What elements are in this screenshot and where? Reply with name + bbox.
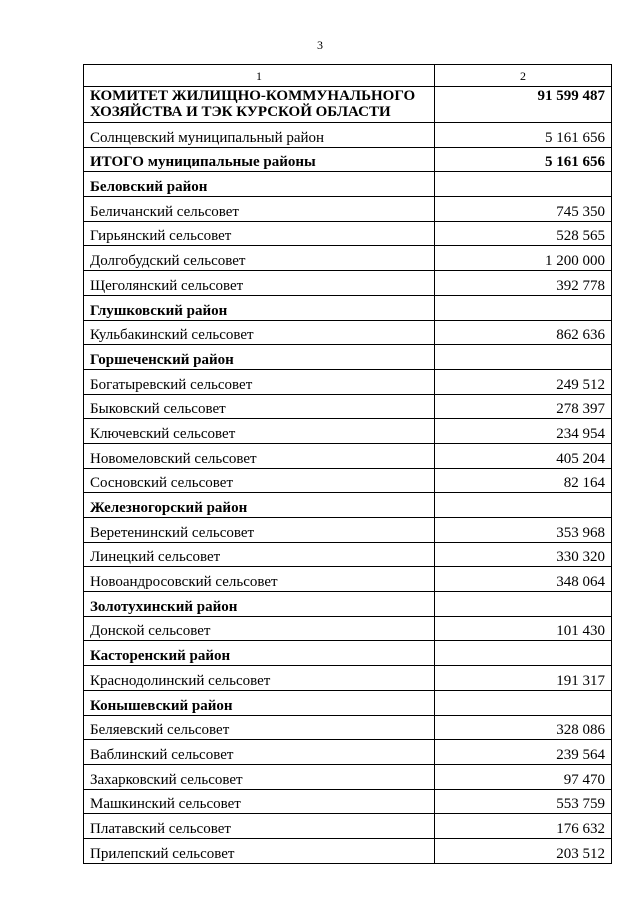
row-name-cell: Горшеченский район bbox=[84, 345, 435, 370]
row-value-cell: 191 317 bbox=[435, 666, 612, 691]
row-value-cell: 1 200 000 bbox=[435, 246, 612, 271]
row-value-cell: 101 430 bbox=[435, 616, 612, 641]
row-value-cell: 330 320 bbox=[435, 542, 612, 567]
row-name-cell: Машкинский сельсовет bbox=[84, 789, 435, 814]
row-name-cell: Новомеловский сельсовет bbox=[84, 443, 435, 468]
row-name-cell: Донской сельсовет bbox=[84, 616, 435, 641]
table-row bbox=[84, 394, 612, 419]
row-value-cell bbox=[435, 295, 612, 320]
row-name-cell: Золотухинский район bbox=[84, 592, 435, 617]
row-value-cell: 176 632 bbox=[435, 814, 612, 839]
row-name-cell: Прилепский сельсовет bbox=[84, 838, 435, 863]
row-value-cell: 392 778 bbox=[435, 271, 612, 296]
row-name-cell: Касторенский район bbox=[84, 641, 435, 666]
row-name-cell: Беличанский сельсовет bbox=[84, 197, 435, 222]
row-value-cell: 91 599 487 bbox=[435, 87, 612, 123]
page-number: 3 bbox=[317, 38, 323, 52]
table-row bbox=[84, 87, 612, 123]
table-row bbox=[84, 764, 612, 789]
table-row bbox=[84, 221, 612, 246]
row-value-cell: 234 954 bbox=[435, 419, 612, 444]
row-value-cell: 328 086 bbox=[435, 715, 612, 740]
table-row bbox=[84, 666, 612, 691]
row-value-cell bbox=[435, 345, 612, 370]
table-row bbox=[84, 838, 612, 863]
row-name-cell: Железногорский район bbox=[84, 493, 435, 518]
row-name-cell: Гирьянский сельсовет bbox=[84, 221, 435, 246]
table-row bbox=[84, 295, 612, 320]
row-name-cell: Беловский район bbox=[84, 172, 435, 197]
row-value-cell: 5 161 656 bbox=[435, 147, 612, 172]
table-row bbox=[84, 345, 612, 370]
row-value-cell: 278 397 bbox=[435, 394, 612, 419]
row-name-cell: Конышевский район bbox=[84, 690, 435, 715]
row-value-cell: 239 564 bbox=[435, 740, 612, 765]
table-row bbox=[84, 419, 612, 444]
table-row bbox=[84, 123, 612, 148]
row-value-cell bbox=[435, 592, 612, 617]
row-value-cell: 353 968 bbox=[435, 518, 612, 543]
table-row bbox=[84, 616, 612, 641]
table-row bbox=[84, 592, 612, 617]
row-value-cell bbox=[435, 493, 612, 518]
row-name-cell: КОМИТЕТ ЖИЛИЩНО-КОММУНАЛЬНОГО ХОЗЯЙСТВА И ТЭК КУРСКОЙ ОБЛАСТИ bbox=[84, 87, 435, 123]
row-name-cell: ИТОГО муниципальные районы bbox=[84, 147, 435, 172]
table-row bbox=[84, 271, 612, 296]
table-row bbox=[84, 789, 612, 814]
row-name-cell: Солнцевский муниципальный район bbox=[84, 123, 435, 148]
row-value-cell bbox=[435, 172, 612, 197]
row-name-cell: Богатыревский сельсовет bbox=[84, 369, 435, 394]
row-name-cell: Платавский сельсовет bbox=[84, 814, 435, 839]
table-row bbox=[84, 468, 612, 493]
row-name-cell: Веретенинский сельсовет bbox=[84, 518, 435, 543]
row-value-cell: 203 512 bbox=[435, 838, 612, 863]
row-value-cell bbox=[435, 641, 612, 666]
row-name-cell: Линецкий сельсовет bbox=[84, 542, 435, 567]
table-row bbox=[84, 443, 612, 468]
row-name-cell: Краснодолинский сельсовет bbox=[84, 666, 435, 691]
row-name-cell: Ключевский сельсовет bbox=[84, 419, 435, 444]
row-value-cell: 862 636 bbox=[435, 320, 612, 345]
table-body bbox=[84, 65, 612, 864]
row-value-cell: 5 161 656 bbox=[435, 123, 612, 148]
table-row bbox=[84, 369, 612, 394]
row-value-cell: 553 759 bbox=[435, 789, 612, 814]
row-name-cell: Новоандросовский сельсовет bbox=[84, 567, 435, 592]
table-row bbox=[84, 172, 612, 197]
column-header-2: 2 bbox=[435, 65, 612, 87]
row-name-cell: Быковский сельсовет bbox=[84, 394, 435, 419]
row-name-cell: Долгобудский сельсовет bbox=[84, 246, 435, 271]
table-row bbox=[84, 542, 612, 567]
row-value-cell: 528 565 bbox=[435, 221, 612, 246]
row-name-cell: Сосновский сельсовет bbox=[84, 468, 435, 493]
row-name-cell: Ваблинский сельсовет bbox=[84, 740, 435, 765]
budget-table bbox=[83, 64, 612, 864]
table-row bbox=[84, 567, 612, 592]
row-name-cell: Кульбакинский сельсовет bbox=[84, 320, 435, 345]
table-row bbox=[84, 715, 612, 740]
row-value-cell bbox=[435, 690, 612, 715]
table-row bbox=[84, 814, 612, 839]
table-row bbox=[84, 493, 612, 518]
table-row bbox=[84, 246, 612, 271]
table-row bbox=[84, 320, 612, 345]
table-row bbox=[84, 518, 612, 543]
row-name-cell: Беляевский сельсовет bbox=[84, 715, 435, 740]
row-value-cell: 97 470 bbox=[435, 764, 612, 789]
table-row bbox=[84, 147, 612, 172]
row-name-cell: Захарковский сельсовет bbox=[84, 764, 435, 789]
row-value-cell: 249 512 bbox=[435, 369, 612, 394]
row-value-cell: 745 350 bbox=[435, 197, 612, 222]
table-row bbox=[84, 641, 612, 666]
row-value-cell: 348 064 bbox=[435, 567, 612, 592]
row-name-cell: Щеголянский сельсовет bbox=[84, 271, 435, 296]
column-header-1: 1 bbox=[84, 65, 435, 87]
table-header-row bbox=[84, 65, 612, 87]
table-row bbox=[84, 740, 612, 765]
row-value-cell: 405 204 bbox=[435, 443, 612, 468]
table-row bbox=[84, 690, 612, 715]
row-value-cell: 82 164 bbox=[435, 468, 612, 493]
row-name-cell: Глушковский район bbox=[84, 295, 435, 320]
table-row bbox=[84, 197, 612, 222]
